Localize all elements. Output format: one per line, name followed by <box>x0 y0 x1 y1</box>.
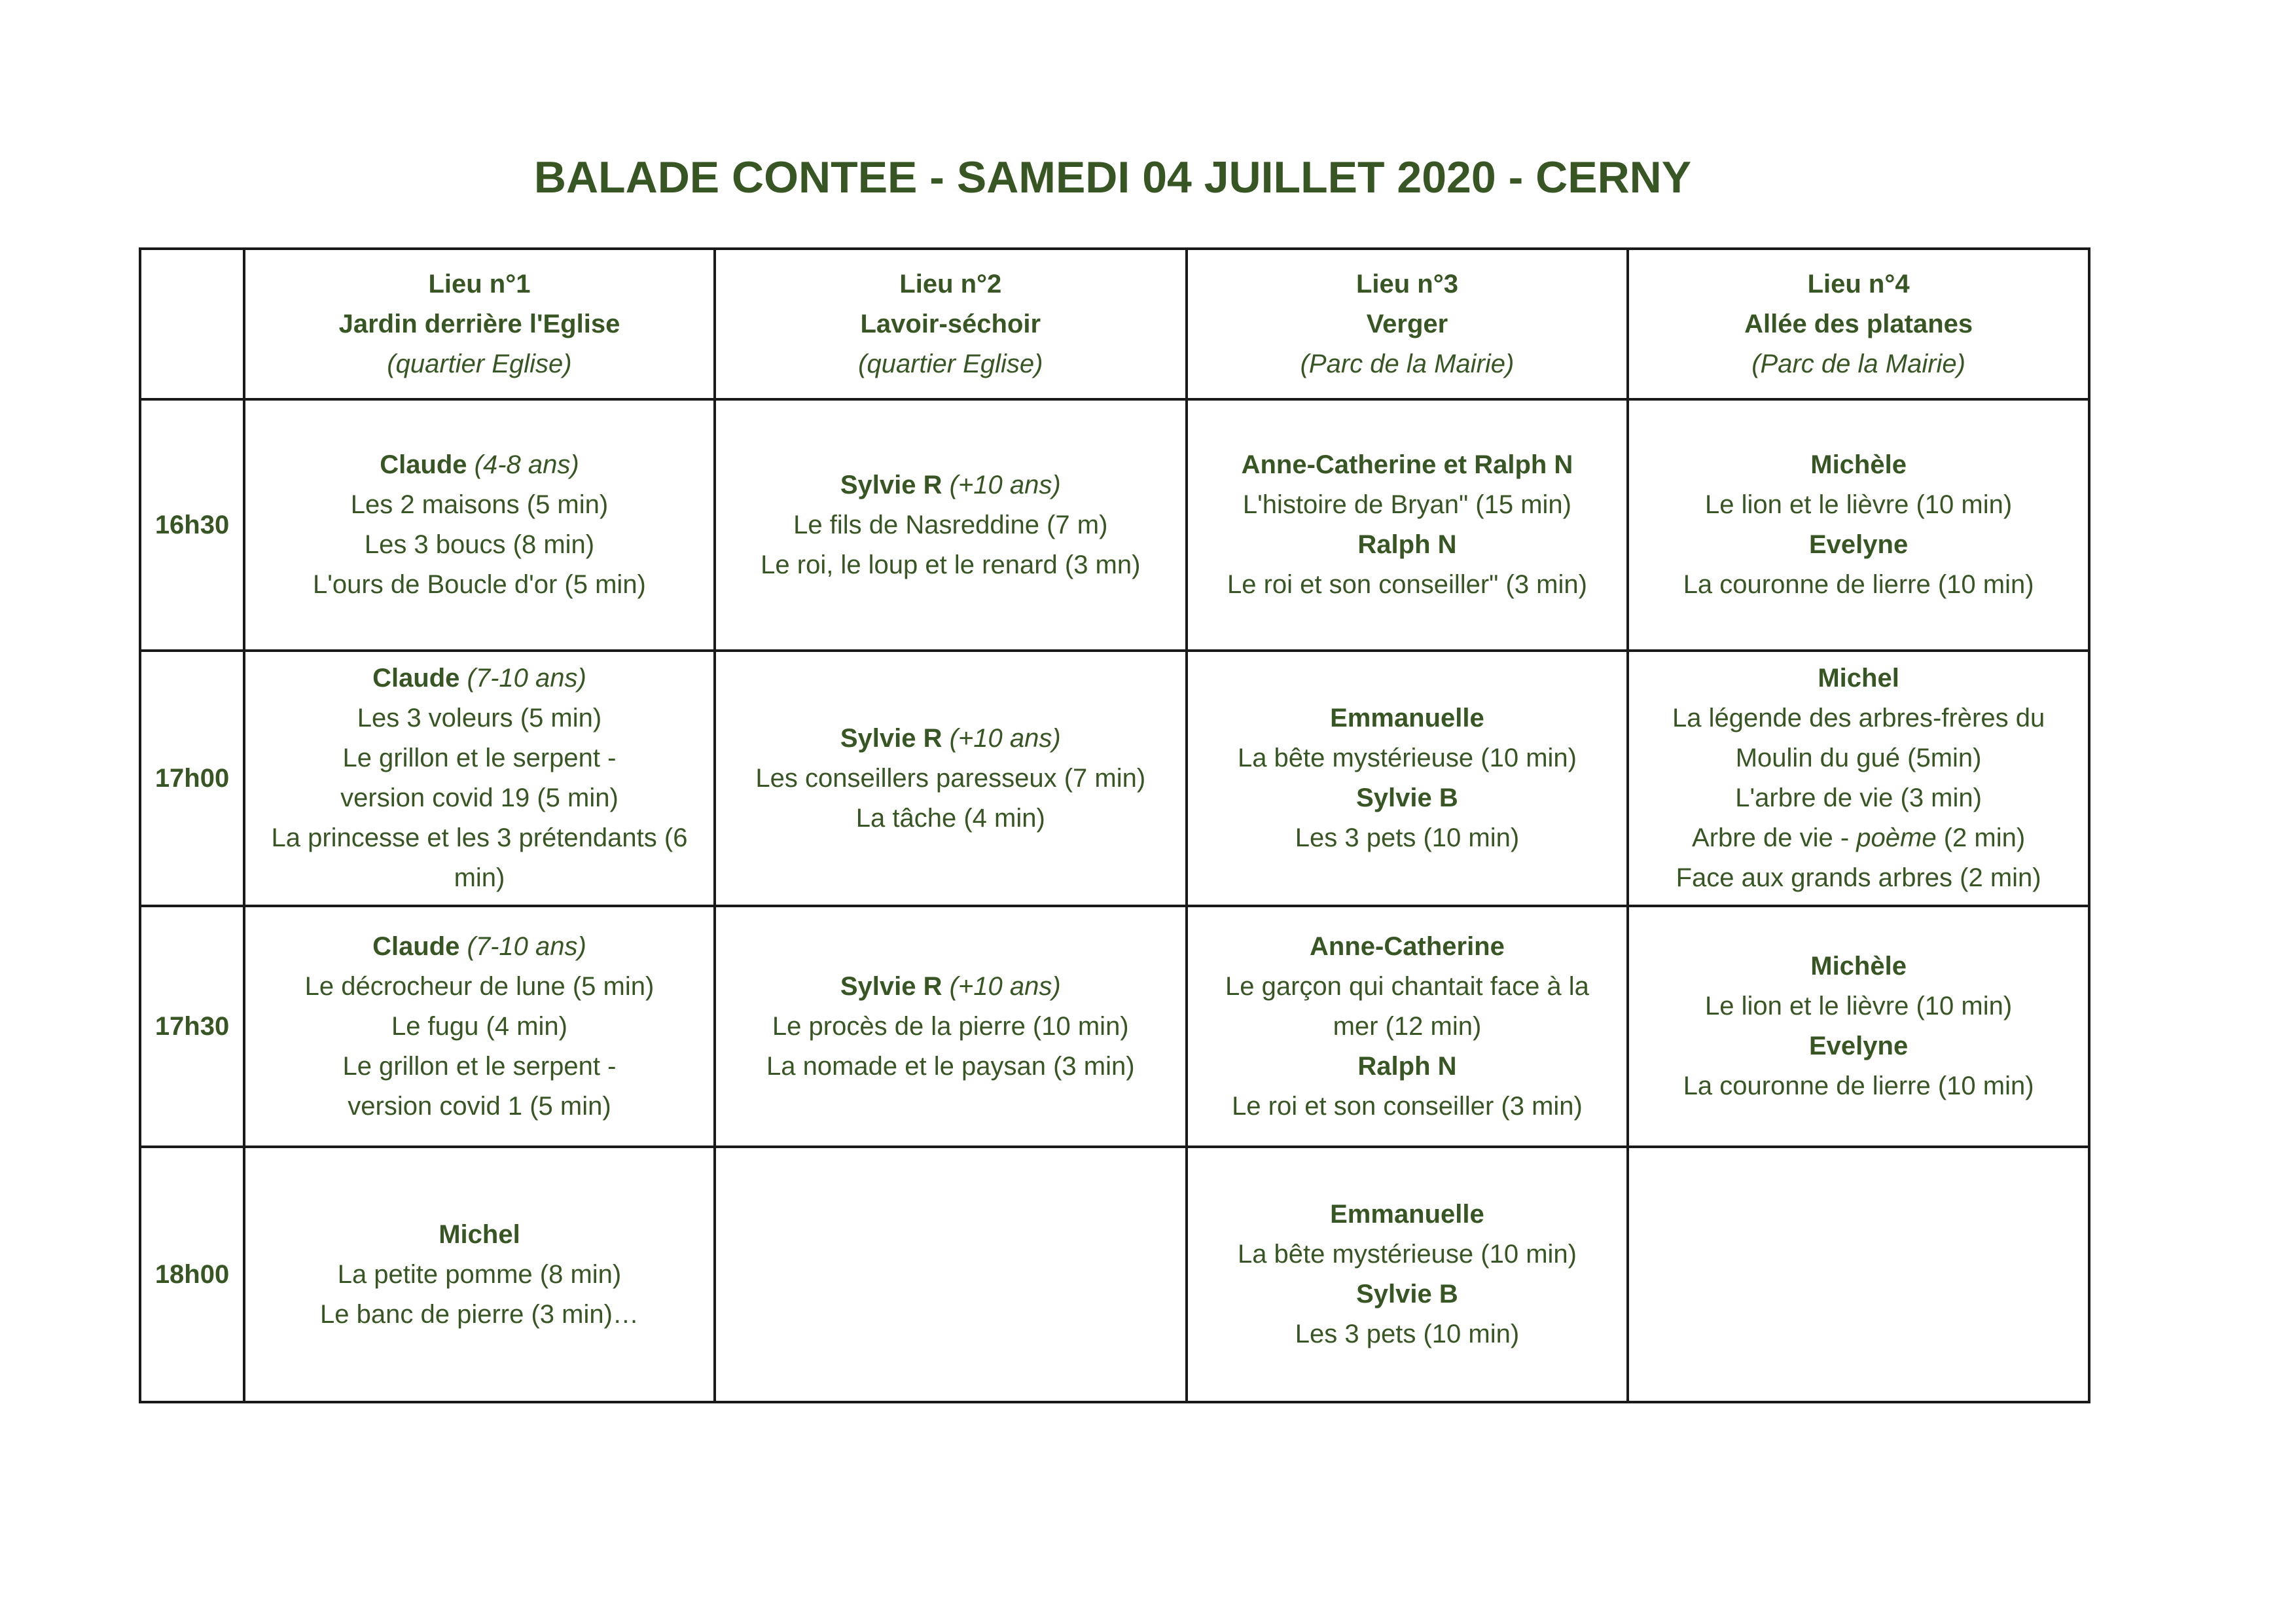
program-line <box>721 505 1180 545</box>
time-slot-row <box>140 399 2089 651</box>
story-text: Moulin du gué (5min) <box>1735 744 1982 772</box>
program-cell <box>715 906 1187 1147</box>
program-line <box>1193 698 1622 738</box>
time-slot-row <box>140 651 2089 906</box>
program-cell <box>1187 1147 1628 1402</box>
story-text: Le fils de Nasreddine (7 m) <box>793 510 1108 539</box>
storyteller-name: Michel <box>1818 664 1899 693</box>
program-line <box>1634 778 2083 818</box>
program-line <box>721 799 1180 839</box>
program-line <box>721 545 1180 585</box>
program-line <box>1193 778 1622 818</box>
story-text: mer (12 min) <box>1333 1011 1482 1041</box>
location-name: Verger <box>1366 309 1448 338</box>
story-text: La bête mystérieuse (10 min) <box>1237 1240 1577 1269</box>
program-line <box>251 1295 708 1335</box>
program-line <box>251 818 708 858</box>
storyteller-name: Evelyne <box>1809 1032 1909 1060</box>
storyteller-name: Anne-Catherine <box>1310 931 1505 961</box>
program-line <box>1193 1087 1622 1127</box>
storyteller-name: Sylvie B <box>1356 1280 1458 1308</box>
program-line <box>721 967 1180 1007</box>
story-text: Le décrocheur de lune (5 min) <box>304 971 655 1001</box>
story-text <box>459 664 467 693</box>
document-title: BALADE CONTEE - SAMEDI 04 JUILLET 2020 - CERNY <box>533 153 1692 202</box>
story-text: Les conseillers paresseux (7 min) <box>755 763 1146 793</box>
program-cell <box>1628 399 2089 651</box>
program-cell <box>1628 906 2089 1147</box>
program-line <box>1634 485 2083 525</box>
story-text: Face aux grands arbres (2 min) <box>1676 863 2041 892</box>
location-header-4 <box>1628 249 2089 399</box>
program-line <box>251 1047 708 1087</box>
program-line <box>251 485 708 525</box>
program-line <box>1634 986 2083 1026</box>
program-line <box>721 1007 1180 1047</box>
program-cell <box>1628 1147 2089 1402</box>
schedule-table <box>139 247 2090 1403</box>
program-line <box>1634 818 2083 858</box>
story-text: Le roi et son conseiller" (3 min) <box>1227 570 1587 599</box>
story-text: Le roi et son conseiller (3 min) <box>1232 1091 1583 1121</box>
program-line <box>1634 698 2083 738</box>
program-line <box>1193 1314 1622 1354</box>
program-line <box>1634 659 2083 698</box>
emphasis-text: (7-10 ans) <box>467 931 586 961</box>
story-text: La nomade et le paysan (3 min) <box>766 1051 1135 1081</box>
story-text <box>942 972 950 1001</box>
story-text <box>942 724 950 753</box>
location-number: Lieu n°4 <box>1807 269 1910 298</box>
program-cell <box>715 1147 1187 1402</box>
location-area: (Parc de la Mairie) <box>1751 349 1965 378</box>
story-text: Le procès de la pierre (10 min) <box>772 1011 1129 1041</box>
storyteller-name: Anne-Catherine et Ralph N <box>1241 450 1573 479</box>
program-line <box>251 1255 708 1295</box>
time-slot-label: 16h30 <box>140 399 244 651</box>
story-text: Les 3 voleurs (5 min) <box>357 704 602 732</box>
story-text: version covid 1 (5 min) <box>348 1091 611 1121</box>
time-slot-label: 18h00 <box>140 1147 244 1402</box>
time-slot-row <box>140 1147 2089 1402</box>
storyteller-name: Michèle <box>1810 952 1907 981</box>
program-cell <box>244 651 715 906</box>
location-header-2 <box>715 249 1187 399</box>
storyteller-name: Sylvie B <box>1356 784 1458 812</box>
story-text: Les 2 maisons (5 min) <box>350 490 609 519</box>
emphasis-text: poème <box>1856 823 1937 852</box>
location-name: Lavoir-séchoir <box>860 309 1041 338</box>
emphasis-text: (+10 ans) <box>949 470 1061 499</box>
program-line <box>251 1087 708 1127</box>
story-text: L'arbre de vie (3 min) <box>1735 784 1982 812</box>
program-line <box>1634 565 2083 605</box>
story-text: Le banc de pierre (3 min)… <box>320 1299 639 1329</box>
program-line <box>251 1007 708 1047</box>
program-line <box>1634 858 2083 898</box>
location-area: (Parc de la Mairie) <box>1300 349 1515 378</box>
program-line <box>251 778 708 818</box>
story-text: Les 3 pets (10 min) <box>1295 1320 1520 1348</box>
program-line <box>251 659 708 698</box>
program-line <box>251 738 708 778</box>
story-text: L'histoire de Bryan" (15 min) <box>1242 490 1571 519</box>
program-line <box>251 698 708 738</box>
program-line <box>1634 525 2083 565</box>
header-row <box>140 249 2089 399</box>
location-number: Lieu n°1 <box>428 269 531 298</box>
program-line <box>1193 738 1622 778</box>
location-name: Allée des platanes <box>1744 309 1973 338</box>
program-line <box>251 858 708 898</box>
story-text: La bête mystérieuse (10 min) <box>1237 744 1577 772</box>
emphasis-text: (+10 ans) <box>949 723 1061 753</box>
story-text: La couronne de lierre (10 min) <box>1683 570 2034 599</box>
time-slot-label: 17h00 <box>140 651 244 906</box>
story-text: Le lion et le lièvre (10 min) <box>1705 490 2013 519</box>
program-line <box>1193 1007 1622 1047</box>
location-number: Lieu n°2 <box>899 269 1002 298</box>
storyteller-name: Sylvie R <box>840 971 942 1001</box>
storyteller-name: Claude <box>372 664 460 693</box>
story-text: La tâche (4 min) <box>855 803 1045 833</box>
storyteller-name: Emmanuelle <box>1330 704 1484 732</box>
storyteller-name: Sylvie R <box>840 470 942 499</box>
storyteller-name: Ralph N <box>1357 1051 1457 1081</box>
story-text: Le grillon et le serpent - <box>342 1051 617 1081</box>
program-line <box>1634 947 2083 986</box>
storyteller-name: Claude <box>372 931 460 961</box>
story-text <box>467 450 475 479</box>
storyteller-name: Michel <box>439 1219 520 1249</box>
program-line <box>1193 525 1622 565</box>
location-header-1 <box>244 249 715 399</box>
storyteller-name: Evelyne <box>1809 530 1909 559</box>
location-name: Jardin derrière l'Eglise <box>338 309 620 338</box>
program-line <box>1193 818 1622 858</box>
program-line <box>251 1215 708 1255</box>
program-cell <box>1187 651 1628 906</box>
story-text: La petite pomme (8 min) <box>337 1259 622 1289</box>
story-text: Le lion et le lièvre (10 min) <box>1705 992 2013 1020</box>
storyteller-name: Michèle <box>1810 450 1907 479</box>
story-text: min) <box>454 863 505 892</box>
program-line <box>721 759 1180 799</box>
storyteller-name: Sylvie R <box>840 723 942 753</box>
program-line <box>721 1047 1180 1087</box>
story-text: Le fugu (4 min) <box>391 1011 567 1041</box>
program-line <box>251 445 708 485</box>
program-line <box>721 465 1180 505</box>
location-number: Lieu n°3 <box>1355 269 1458 298</box>
program-line <box>1193 967 1622 1007</box>
story-text: L'ours de Boucle d'or (5 min) <box>313 570 646 599</box>
program-line <box>1193 1195 1622 1235</box>
story-text: (2 min) <box>1936 823 2026 852</box>
program-line <box>251 967 708 1007</box>
program-line <box>1193 1047 1622 1087</box>
emphasis-text: (4-8 ans) <box>474 450 579 479</box>
program-line <box>1634 445 2083 485</box>
story-text: Arbre de vie - <box>1692 823 1857 852</box>
program-line <box>251 927 708 967</box>
story-text <box>942 471 950 499</box>
program-line <box>251 525 708 565</box>
program-line <box>1634 738 2083 778</box>
program-line <box>1634 1026 2083 1066</box>
location-area: (quartier Eglise) <box>858 349 1043 378</box>
emphasis-text: (7-10 ans) <box>467 664 586 693</box>
program-line <box>1193 485 1622 525</box>
time-slot-label: 17h30 <box>140 906 244 1147</box>
program-cell <box>1187 399 1628 651</box>
program-line <box>1193 1274 1622 1314</box>
program-line <box>251 565 708 605</box>
storyteller-name: Emmanuelle <box>1330 1200 1484 1229</box>
emphasis-text: (+10 ans) <box>949 971 1061 1001</box>
program-cell <box>244 906 715 1147</box>
story-text <box>459 932 467 961</box>
time-slot-row <box>140 906 2089 1147</box>
story-text: Le garçon qui chantait face à la <box>1225 971 1589 1001</box>
corner-cell <box>140 249 244 399</box>
program-line <box>1193 1235 1622 1274</box>
storyteller-name: Claude <box>380 450 467 479</box>
story-text: Les 3 pets (10 min) <box>1295 823 1520 852</box>
program-cell <box>1628 651 2089 906</box>
program-cell <box>1187 906 1628 1147</box>
program-line <box>1193 445 1622 485</box>
program-line <box>1193 927 1622 967</box>
story-text: La couronne de lierre (10 min) <box>1683 1072 2034 1100</box>
program-line <box>721 719 1180 759</box>
story-text: Le grillon et le serpent - <box>342 744 617 772</box>
program-cell <box>715 651 1187 906</box>
location-area: (quartier Eglise) <box>387 349 572 378</box>
storyteller-name: Ralph N <box>1357 530 1457 559</box>
location-header-3 <box>1187 249 1628 399</box>
program-cell <box>244 1147 715 1402</box>
story-text: La princesse et les 3 prétendants (6 <box>271 823 688 852</box>
program-cell <box>244 399 715 651</box>
story-text: La légende des arbres-frères du <box>1672 704 2045 732</box>
program-cell <box>715 399 1187 651</box>
story-text: version covid 19 (5 min) <box>340 784 619 812</box>
program-line <box>1193 565 1622 605</box>
story-text: Les 3 boucs (8 min) <box>364 530 595 559</box>
program-line <box>1634 1066 2083 1106</box>
story-text: Le roi, le loup et le renard (3 mn) <box>761 550 1141 579</box>
